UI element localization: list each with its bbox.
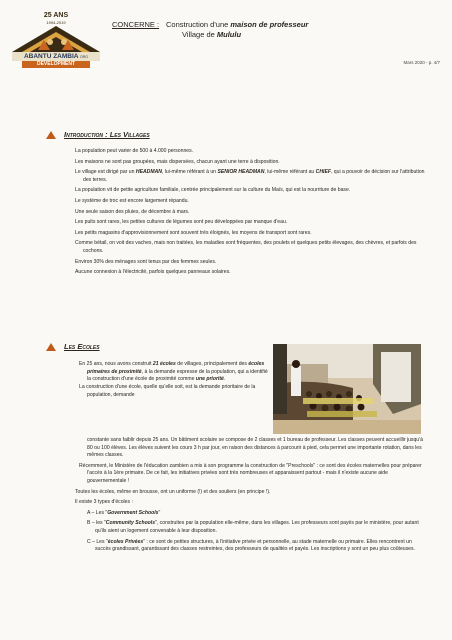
school-type-a: A – Les "Government Schools" [87, 509, 161, 516]
ecoles-p4: Toutes les écoles, même en brousse, ont un uniforme (!) et des souliers (en principe !). [75, 488, 271, 495]
logo-years-span: 1994-2019 [46, 20, 66, 25]
concerne-label: CONCERNE : [112, 20, 160, 29]
logo-development: DEVELOPMENT [22, 61, 90, 68]
school-type-c: C – Les "écoles Privées" : ce sont de petites structures, à l'initiative privée et personnelle, au stade maternelle ou primaire. Elles rencontrent un succès grandissant, garantissant des classes restreintes, des professeurs de qualités et payés. Les inscriptions y sont un peu plus coûteuses. [87, 538, 415, 553]
ecoles-body [75, 437, 427, 554]
abantu-zambia-logo [8, 12, 104, 70]
ecoles-title: Les Ecoles [64, 342, 100, 351]
intro-p2: Les maisons ne sont pas groupées, mais dispersées, chacun ayant une terre à disposition. [75, 158, 280, 165]
intro-p9: Comme bétail, on voit des vaches, mais non traitées, les maladies sont fréquentes, des poulets et quelques petits élevages, des chèvres, et parfois des cochons. [75, 240, 417, 254]
ecoles-p2b: constante sans faiblir depuis 25 ans. Un bâtiment scolaire se compose de 2 classes et 1 bureau de professeur. Les classes peuvent accueillir jusqu'à 80 ou 100 élèves. Les élèves suivent les cours 3 h par jour, en raison des distances à parcourir à pied, cela permet une importante rotation, dans les mêmes classes. [87, 437, 423, 459]
intro-p8: Les petits magasins d'approvisionnement sont souvent très éloignés, les moyens de transport sont rares. [75, 229, 312, 236]
triangle-bullet-icon [46, 131, 56, 139]
intro-p3: Le village est dirigé par un HEADMAN, lui-même référant à un SENIOR HEADMAN, lui-même référant au CHIEF, qui a pouvoir de décision sur l'attribution des terres. [75, 169, 425, 183]
intro-p11: Aucune connexion à l'électricité, parfois quelques panneaux solaires. [75, 269, 231, 276]
triangle-bullet-icon [46, 343, 56, 351]
intro-p7: Les puits sont rares, les petites cultures de légumes sont peu développées par manque d'eau. [75, 219, 288, 226]
ecoles-intro [75, 361, 271, 399]
intro-p10: Environ 30% des ménages sont tenus par des femmes seules. [75, 258, 217, 265]
ecoles-p1: En 25 ans, nous avons construit 21 écoles de villages, principalement des écoles primaires de proximité, à la demande expresse de la population, qui a identifié la construction d'une école de proximité comme une priorité. [79, 361, 268, 383]
page-date: Mars 2020 - p. 4/7 [403, 60, 440, 65]
intro-p6: Une seule saison des pluies, de décembre à mars. [75, 208, 190, 215]
logo-years: 25 ANS [43, 12, 69, 19]
intro-p4: La population vit de petite agriculture familiale, centrée principalement sur la culture du Maïs, qui est la nourriture de base. [75, 187, 351, 194]
intro-body [75, 148, 427, 280]
concerne-line2: Village de Mululu [182, 30, 242, 39]
ecoles-heading [46, 342, 100, 351]
classroom-photo [273, 344, 421, 434]
concerne-header [112, 20, 309, 39]
ecoles-p2a: La construction d'une école, quelle qu'elle soit, est la demande prioritaire de la population, demande [79, 384, 256, 398]
intro-title: Introduction : Les Villages [64, 130, 150, 139]
ecoles-p5: Il existe 3 types d'écoles : [75, 499, 133, 506]
logo-name: ABANTU ZAMBIA ORG [12, 52, 100, 61]
intro-p1: La population peut varier de 500 à 4.000 personnes. [75, 148, 194, 154]
ecoles-p3: Récemment, le Ministère de l'éducation zambien a mis à son programme la construction de "Preschools" : ce sont des écoles maternelles pour préparer l'accès à la 1ère primaire. De ce fait, les initiatives privées sont très nombreuses et apparaissent partout - mais il n'existe aucune aide gouvernementale ! [79, 462, 422, 484]
concerne-line1: Construction d'une maison de professeur [166, 20, 309, 29]
intro-p5: Le système de troc est encore largement répandu. [75, 197, 189, 204]
intro-heading [46, 130, 150, 139]
school-type-b: B – les "Community Schools", construites par la population elle-même, dans les villages. Les professeurs sont payés par le ministère, pour autant qu'ils aient un logement convenable à leur disposition. [87, 520, 419, 534]
